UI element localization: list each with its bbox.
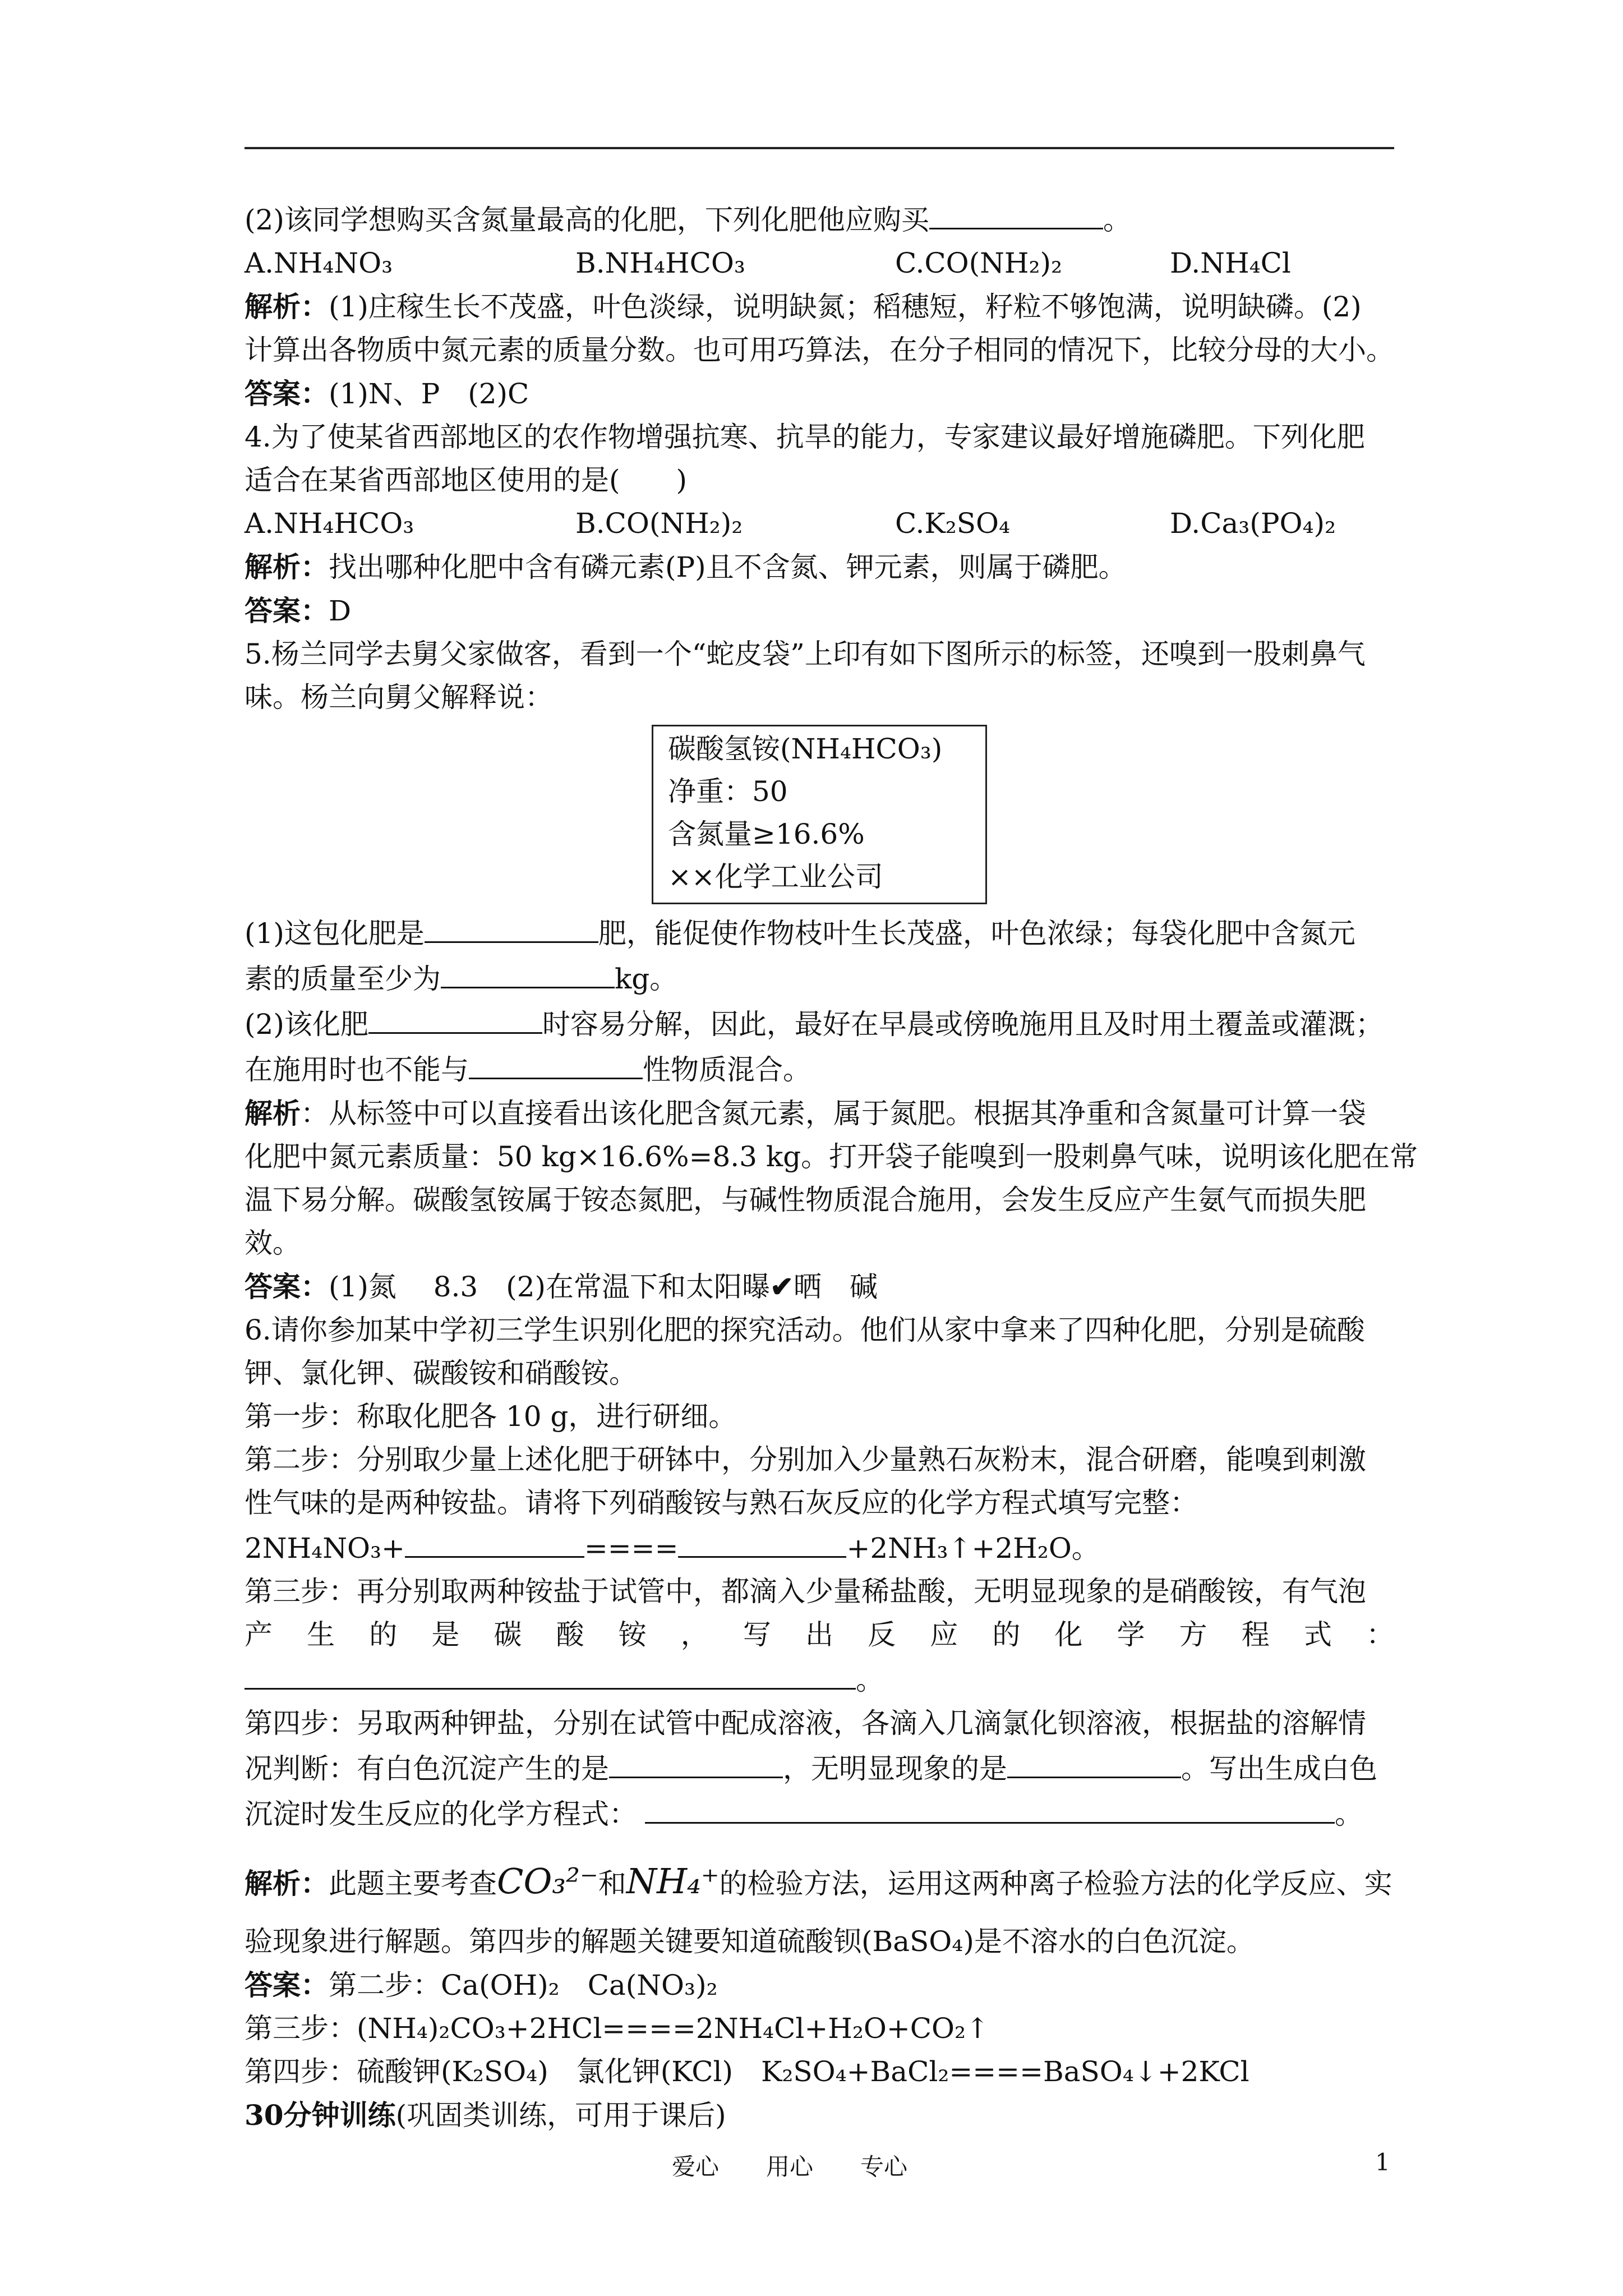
option-a[interactable]: A.NH₄NO₃ <box>245 247 393 279</box>
check-mark-icon: ✔ <box>770 1270 794 1303</box>
label-line: 碳酸氢铵(NH₄HCO₃) <box>668 733 943 765</box>
option-c[interactable]: C.K₂SO₄ <box>895 507 1011 540</box>
question-5-part1-continued: 素的质量至少为 kg。 <box>245 955 1394 1001</box>
option-a[interactable]: A.NH₄HCO₃ <box>245 507 414 540</box>
answer-step-4: 第四步：硫酸钾(K₂SO₄) 氯化钾(KCl) K₂SO₄+BaCl₂====BaSO₄↓+2KCl <box>245 2055 1249 2088</box>
ammonium-ion: NH₄⁺ <box>626 1861 720 1902</box>
option-d[interactable]: D.Ca₃(PO₄)₂ <box>1170 507 1336 540</box>
justified-char: 产 <box>245 1618 273 1651</box>
analysis-continued: 效。 <box>245 1227 301 1259</box>
answer: 答案：D <box>245 594 352 627</box>
answer: 答案：(1)氮 8.3 (2)在常温下和太阳曝✔晒 碱 <box>245 1270 878 1303</box>
label-line: 净重：50 <box>668 775 788 808</box>
question-4-continued: 适合在某省西部地区使用的是( ) <box>245 464 688 496</box>
justified-char: 的 <box>992 1618 1021 1651</box>
analysis-label: 解析： <box>245 550 329 583</box>
answer: 答案：(1)N、P (2)C <box>245 377 529 410</box>
label-line: ××化学工业公司 <box>668 861 883 893</box>
answer-blank[interactable] <box>469 1046 643 1079</box>
answer-blank[interactable] <box>609 1745 783 1778</box>
label-line: 含氮量≥16.6% <box>668 818 865 850</box>
document-body <box>245 196 1418 2137</box>
answer-blank[interactable] <box>441 955 615 988</box>
option-b[interactable]: B.CO(NH₂)₂ <box>575 507 743 540</box>
step-2-equation: 2NH₄NO₃+ ==== +2NH₃↑+2H₂O。 <box>245 1525 1394 1570</box>
question-5-part1: (1)这包化肥是 肥，能促使作物枝叶生长茂盛，叶色浓绿；每袋化肥中含氮元 <box>245 910 1394 955</box>
justified-char: 碳 <box>494 1618 522 1651</box>
analysis-label: 解析： <box>245 1867 329 1900</box>
question-6: 6.请你参加某中学初三学生识别化肥的探究活动。他们从家中拿来了四种化肥，分别是硫酸 <box>245 1314 1365 1346</box>
justified-char: 反 <box>868 1618 896 1651</box>
step-4-continued: 况判断：有白色沉淀产生的是 ，无明显现象的是 。写出生成白色 <box>245 1745 1394 1791</box>
justified-char: 方 <box>1179 1618 1207 1651</box>
analysis-continued: 化肥中氮元素质量：50 kg×16.6%=8.3 kg。打开袋子能嗅到一股刺鼻气味，说明该化肥在常 <box>245 1140 1418 1173</box>
analysis: 解析：此题主要考查CO₃²⁻和NH₄⁺的检验方法，运用这两种离子检验方法的化学反应、实 <box>245 1861 1393 1902</box>
answer-blank[interactable] <box>405 1525 584 1558</box>
justified-char: ： <box>1366 1618 1394 1651</box>
justified-char: 出 <box>805 1618 833 1651</box>
answer-blank[interactable] <box>1007 1745 1181 1778</box>
option-d[interactable]: D.NH₄Cl <box>1170 247 1291 279</box>
step-2: 第二步：分别取少量上述化肥于研钵中，分别加入少量熟石灰粉末，混合研磨，能嗅到刺激 <box>245 1443 1366 1476</box>
footer-motto: 爱心 用心 专心 <box>672 2153 908 2180</box>
justified-char: 化 <box>1054 1618 1083 1651</box>
fertilizer-label <box>652 725 987 904</box>
analysis-label: 解析 <box>245 1097 301 1130</box>
carbonate-ion: CO₃²⁻ <box>497 1861 598 1902</box>
fertilizer-label-wrap <box>245 725 1394 904</box>
options-row <box>245 502 1394 545</box>
page-number: 1 <box>1375 2148 1390 2176</box>
analysis-continued: 验现象进行解题。第四步的解题关键要知道硫酸钡(BaSO₄)是不溶水的白色沉淀。 <box>245 1925 1255 1958</box>
question-4: 4.为了使某省西部地区的农作物增强抗寒、抗旱的能力，专家建议最好增施磷肥。下列化肥 <box>245 421 1365 453</box>
answer-label: 答案： <box>245 1270 329 1303</box>
justified-char: 学 <box>1117 1618 1145 1651</box>
justified-char: 生 <box>307 1618 335 1651</box>
justified-char: 程 <box>1241 1618 1270 1651</box>
answer-blank[interactable] <box>245 1657 856 1690</box>
justified-char: 是 <box>431 1618 460 1651</box>
header-rule <box>245 147 1394 149</box>
justified-char: ， <box>680 1618 709 1651</box>
justified-char: 的 <box>369 1618 398 1651</box>
answer-blank[interactable] <box>929 196 1103 229</box>
answer-step-3: 第三步：(NH₄)₂CO₃+2HCl====2NH₄Cl+H₂O+CO₂↑ <box>245 2012 989 2045</box>
question-5-part2: (2)该化肥 时容易分解，因此，最好在早晨或傍晚施用且及时用土覆盖或灌溉； <box>245 1001 1394 1046</box>
justified-char: 写 <box>743 1618 771 1651</box>
answer-label: 答案： <box>245 594 329 627</box>
justified-char: 铵 <box>618 1618 647 1651</box>
question-text: (2)该同学想购买含氮量最高的化肥，下列化肥他应购买 。 <box>245 196 1394 242</box>
answer-blank[interactable] <box>425 910 598 943</box>
answer-blank[interactable] <box>368 1001 542 1034</box>
step-3: 第三步：再分别取两种铵盐于试管中，都滴入少量稀盐酸，无明显现象的是硝酸铵，有气泡 <box>245 1575 1366 1608</box>
step-3-continued <box>245 1613 1394 1657</box>
section-heading: 30分钟训练(巩固类训练，可用于课后) <box>245 2099 726 2132</box>
question-5: 5.杨兰同学去舅父家做客，看到一个“蛇皮袋”上印有如下图所示的标签，还嗅到一股刺鼻气 <box>245 638 1366 670</box>
answer: 答案：第二步：Ca(OH)₂ Ca(NO₃)₂ <box>245 1968 718 2001</box>
analysis: 解析：从标签中可以直接看出该化肥含氮元素，属于氮肥。根据其净重和含氮量可计算一袋 <box>245 1097 1366 1130</box>
question-5-part2-continued: 在施用时也不能与 性物质混合。 <box>245 1046 1394 1092</box>
step-1: 第一步：称取化肥各 10 g，进行研细。 <box>245 1400 737 1433</box>
analysis-continued: 计算出各物质中氮元素的质量分数。也可用巧算法，在分子相同的情况下，比较分母的大小。 <box>245 334 1394 366</box>
step-3-answer-line: 。 <box>245 1657 1394 1702</box>
step-4: 第四步：另取两种钾盐，分别在试管中配成溶液，各滴入几滴氯化钡溶液，根据盐的溶解情 <box>245 1707 1366 1740</box>
step-4-equation-line: 沉淀时发生反应的化学方程式： 。 <box>245 1791 1394 1836</box>
option-b[interactable]: B.NH₄HCO₃ <box>575 247 745 279</box>
analysis: 解析：找出哪种化肥中含有磷元素(P)且不含氮、钾元素，则属于磷肥。 <box>245 550 1127 583</box>
question-5-continued: 味。杨兰向舅父解释说： <box>245 681 553 714</box>
analysis-continued: 温下易分解。碳酸氢铵属于铵态氮肥，与碱性物质混合施用，会发生反应产生氨气而损失肥 <box>245 1184 1366 1216</box>
justified-char: 式 <box>1303 1618 1332 1651</box>
answer-label: 答案： <box>245 377 329 410</box>
question-6-continued: 钾、氯化钾、碳酸铵和硝酸铵。 <box>245 1357 637 1389</box>
answer-label: 答案： <box>245 1968 329 2001</box>
option-c[interactable]: C.CO(NH₂)₂ <box>895 247 1063 279</box>
justified-char: 酸 <box>556 1618 584 1651</box>
analysis-label: 解析： <box>245 290 329 323</box>
justified-char: 应 <box>930 1618 958 1651</box>
step-2-continued: 性气味的是两种铵盐。请将下列硝酸铵与熟石灰反应的化学方程式填写完整： <box>245 1487 1198 1519</box>
analysis: 解析：(1)庄稼生长不茂盛，叶色淡绿，说明缺氮；稻穗短，籽粒不够饱满，说明缺磷。(2) <box>245 290 1362 323</box>
answer-blank[interactable] <box>678 1525 846 1558</box>
answer-blank[interactable] <box>645 1791 1335 1824</box>
options-row <box>245 242 1394 285</box>
